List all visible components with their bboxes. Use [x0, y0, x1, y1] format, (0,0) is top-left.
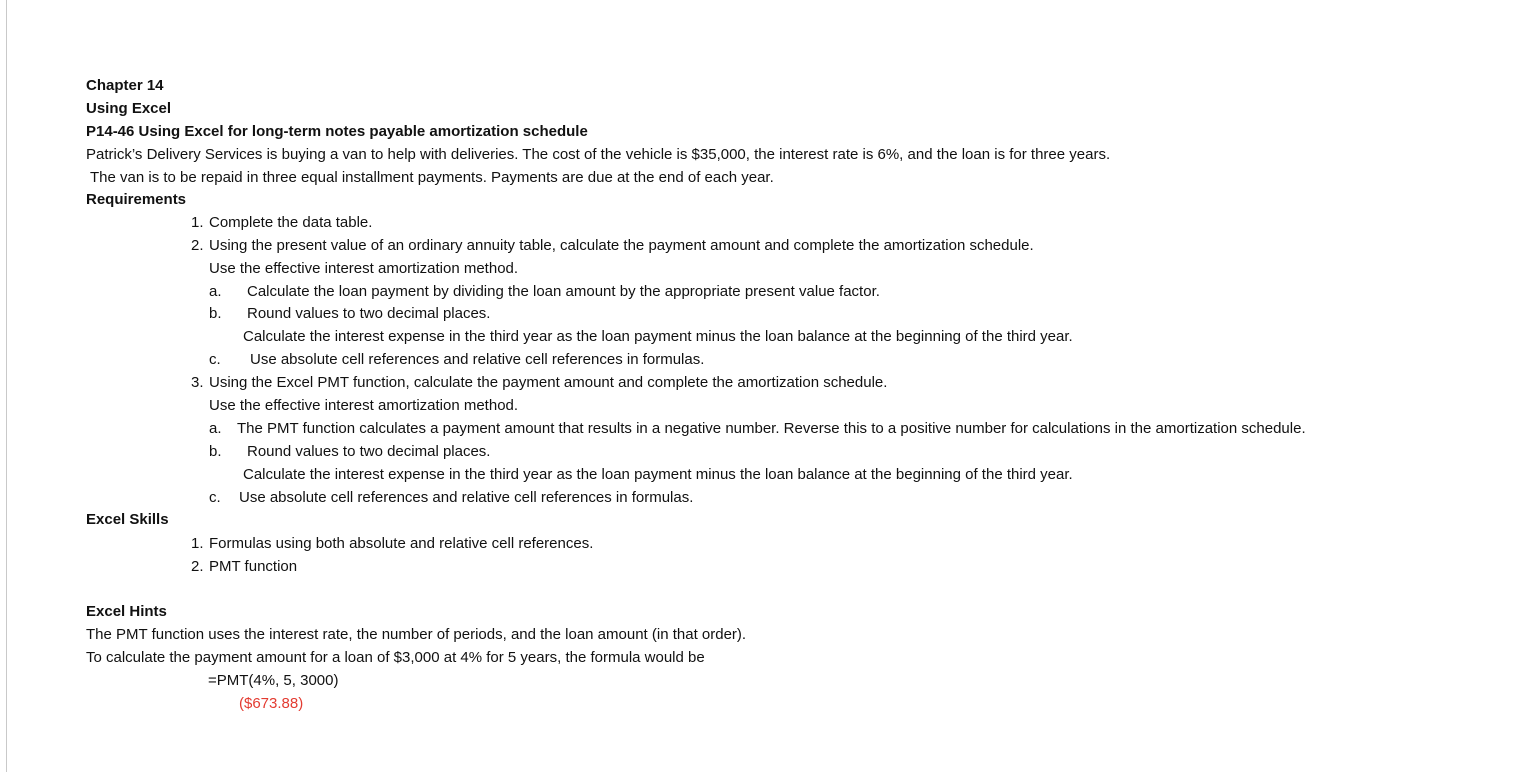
requirement-3b-marker: b. [209, 443, 222, 460]
excel-skill-2-text: PMT function [209, 558, 298, 575]
chapter-heading: Chapter 14 [86, 77, 164, 94]
requirement-3b-continuation: Calculate the interest expense in the third year as the loan payment minus the loan balance at the beginning of the third year. [243, 466, 1073, 483]
requirement-2b-text: Round values to two decimal places. [247, 305, 491, 322]
requirement-3-continuation: Use the effective interest amortization method. [209, 397, 519, 414]
requirement-3c-marker: c. [209, 489, 221, 506]
requirement-2-marker: 2. [191, 237, 204, 254]
requirement-1-marker: 1. [191, 214, 204, 231]
requirement-3a-text: The PMT function calculates a payment amount that results in a negative number. Reverse this to a positive number for calculations in the amortization schedule. [237, 420, 1306, 437]
subtitle-heading: Using Excel [86, 100, 172, 117]
requirement-3b-text: Round values to two decimal places. [247, 443, 491, 460]
excel-hint-line-2: To calculate the payment amount for a loan of $3,000 at 4% for 5 years, the formula would be [86, 649, 705, 666]
requirement-3a-marker: a. [209, 420, 222, 437]
excel-skills-heading: Excel Skills [86, 511, 169, 528]
requirement-2c-marker: c. [209, 351, 221, 368]
excel-skill-1-marker: 1. [191, 535, 204, 552]
requirement-3-marker: 3. [191, 374, 204, 391]
intro-line-1: Patrick’s Delivery Services is buying a van to help with deliveries. The cost of the vehicle is $35,000, the interest rate is 6%, and the loan is for three years. [86, 146, 1111, 163]
excel-hints-heading: Excel Hints [86, 603, 167, 620]
excel-skill-1-text: Formulas using both absolute and relative cell references. [209, 535, 594, 552]
requirement-2a-text: Calculate the loan payment by dividing the loan amount by the appropriate present value factor. [247, 283, 880, 300]
intro-line-2: The van is to be repaid in three equal installment payments. Payments are due at the end of each year. [90, 169, 774, 186]
requirement-2-continuation: Use the effective interest amortization method. [209, 260, 519, 277]
requirement-2-text: Using the present value of an ordinary annuity table, calculate the payment amount and complete the amortization schedule. [209, 237, 1034, 254]
problem-title: P14-46 Using Excel for long-term notes payable amortization schedule [86, 123, 588, 140]
requirement-2a-marker: a. [209, 283, 222, 300]
pmt-result-value: ($673.88) [239, 695, 304, 712]
excel-skill-2-marker: 2. [191, 558, 204, 575]
requirements-heading: Requirements [86, 191, 187, 208]
requirement-2b-continuation: Calculate the interest expense in the third year as the loan payment minus the loan balance at the beginning of the third year. [243, 328, 1073, 345]
requirement-3-text: Using the Excel PMT function, calculate the payment amount and complete the amortization schedule. [209, 374, 888, 391]
requirement-1-text: Complete the data table. [209, 214, 373, 231]
requirement-3c-text: Use absolute cell references and relative cell references in formulas. [239, 489, 694, 506]
pmt-formula-example: =PMT(4%, 5, 3000) [208, 672, 339, 689]
excel-hint-line-1: The PMT function uses the interest rate, the number of periods, and the loan amount (in that order). [86, 626, 747, 643]
requirement-2b-marker: b. [209, 305, 222, 322]
requirement-2c-text: Use absolute cell references and relative cell references in formulas. [250, 351, 705, 368]
